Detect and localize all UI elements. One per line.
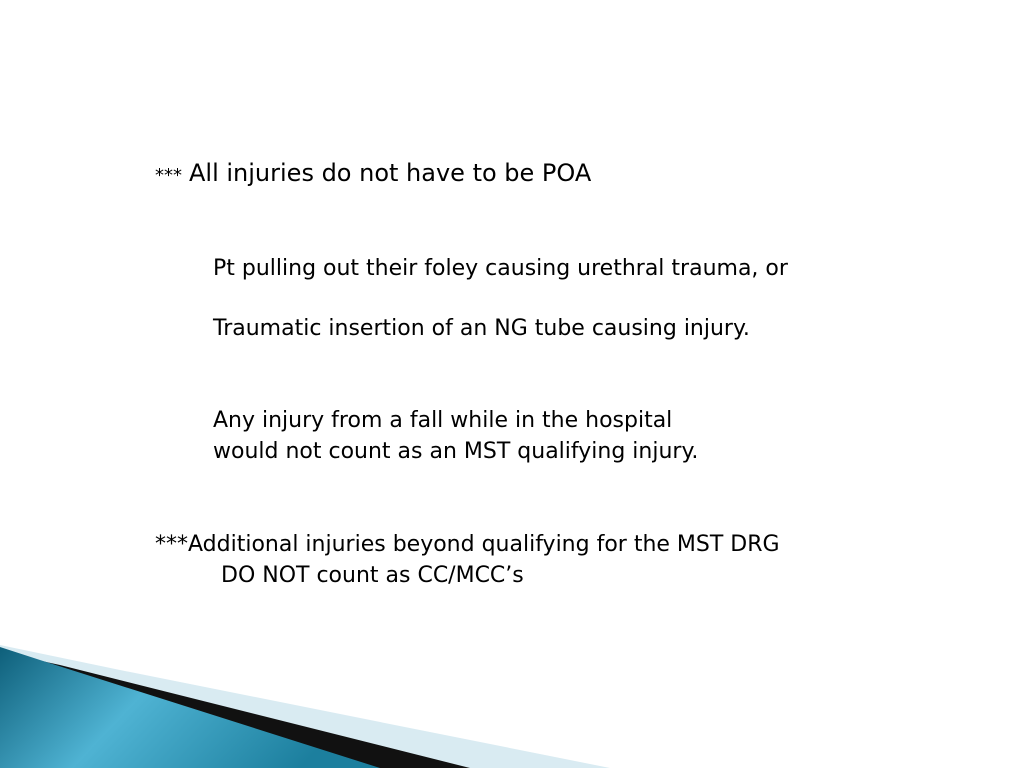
poa-heading <box>155 160 591 189</box>
fall-statement-line-1: Any injury from a fall while in the hospital <box>213 408 673 433</box>
heading-prefix: *** <box>155 165 182 186</box>
example-foley: Pt pulling out their foley causing urethral trauma, or <box>213 256 788 281</box>
heading-text: All injuries do not have to be POA <box>189 159 592 187</box>
note-line-1: ***Additional injuries beyond qualifying for the MST DRG <box>155 532 780 557</box>
fall-statement-line-2: would not count as an MST qualifying injury. <box>213 439 699 464</box>
example-ng-tube: Traumatic insertion of an NG tube causing injury. <box>213 316 750 341</box>
note-line-2: DO NOT count as CC/MCC’s <box>221 563 524 588</box>
